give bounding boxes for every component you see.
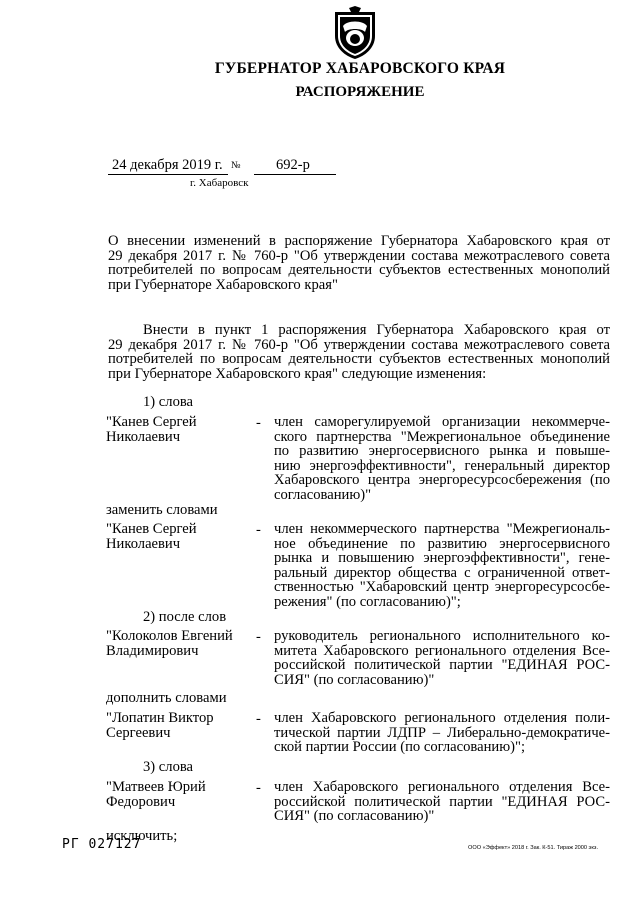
document-date: 24 декабря 2019 г. [112, 157, 223, 173]
entry-description: руководитель регионального исполнительного ко- митета Хабаровского регионального отделения Все- российской политической партии "ЕДИНАЯ РОС- СИЯ" (по согласованию)" [274, 628, 610, 688]
entry-dash: - [256, 711, 261, 727]
intro-line: при Губернаторе Хабаровского края" следующие изменения: [108, 365, 487, 382]
intro-paragraph [108, 323, 610, 381]
entry-name: "Матвеев Юрий Федорович [106, 779, 206, 810]
coat-of-arms-emblem [329, 6, 381, 60]
entry-dash: - [256, 522, 261, 538]
document-subject [108, 234, 610, 292]
printer-imprint: ООО «Эффект» 2018 г. Зак. К-51. Тираж 2000 экз. [468, 845, 599, 851]
section-3-label: 3) слова [143, 759, 194, 775]
entry-name: "Колоколов Евгений Владимирович [106, 628, 233, 659]
entry-description: член некоммерческого партнерства "Межрегиональ- ное объединение по развитию энергосервисного рынка и повышению энергоэффективности", гене- ральный директор общества с ограниченной ответ- ственностью "Хабаровский центр энергоресурсосбе- режения" (по согласованию)"; [274, 521, 610, 610]
number-label: № [231, 160, 241, 171]
intro-line: Внести в пункт 1 распоряжения Губернатора Хабаровского края от [143, 322, 610, 338]
add-words-label: дополнить словами [106, 690, 227, 706]
issuer-title: ГУБЕРНАТОР ХАБАРОВСКОГО КРАЯ [214, 60, 506, 77]
replace-with-label: заменить словами [106, 502, 218, 518]
document-number: 692-р [276, 157, 310, 173]
entry-dash: - [256, 629, 261, 645]
subject-line: О внесении изменений в распоряжение Губернатора Хабаровского края от [108, 233, 610, 249]
remove-label: исключить; [106, 828, 178, 844]
subject-line: при Губернаторе Хабаровского края" [108, 276, 338, 293]
date-underline [108, 174, 228, 175]
intro-line: потребителей по вопросам деятельности субъектов естественных монополий [108, 351, 610, 368]
subject-line: потребителей по вопросам деятельности субъектов естественных монополий [108, 262, 610, 279]
number-underline [254, 174, 336, 175]
intro-line: 29 декабря 2017 г. № 760-р "Об утверждении состава межотраслевого совета [108, 336, 610, 353]
entry-dash: - [256, 415, 261, 431]
entry-name: "Канев Сергей Николаевич [106, 414, 197, 445]
entry-name: "Канев Сергей Николаевич [106, 521, 197, 552]
entry-dash: - [256, 780, 261, 796]
entry-description: член саморегулируемой организации некоммерче- ского партнерства "Межрегиональное объединение по развитию энергосервисного рынка и повыше- нию энергоэффективности", генеральный директор Хабаровского центра энергоресурсосбережения (по согласованию)" [274, 414, 610, 503]
entry-description: член Хабаровского регионального отделения Все- российской политической партии "ЕДИНАЯ РОС- СИЯ" (по согласованию)" [274, 779, 610, 825]
document-type: РАСПОРЯЖЕНИЕ [295, 84, 425, 100]
section-1-label: 1) слова [143, 394, 194, 410]
entry-description: член Хабаровского регионального отделения поли- тической партии ЛДПР – Либерально-демократиче- ской партии России (по согласованию)"; [274, 710, 610, 756]
document-city: г. Хабаровск [190, 177, 249, 189]
subject-line: 29 декабря 2017 г. № 760-р "Об утверждении состава межотраслевого совета [108, 247, 610, 264]
entry-name: "Лопатин Виктор Сергеевич [106, 710, 214, 741]
section-2-label: 2) после слов [143, 609, 227, 625]
form-serial-number: РГ 027127 [62, 837, 142, 852]
